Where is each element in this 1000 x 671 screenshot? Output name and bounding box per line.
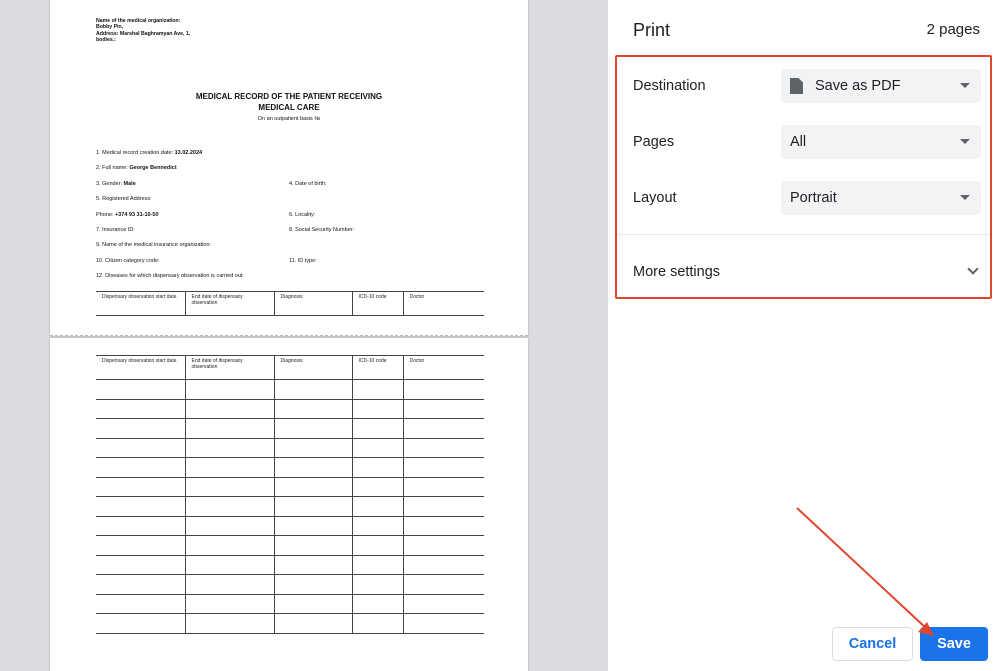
- table-cell: [96, 555, 185, 575]
- table-cell: [352, 575, 403, 595]
- table-cell: [403, 399, 484, 419]
- organization-block: [96, 18, 190, 43]
- table-cell: [185, 438, 274, 458]
- table-cell: [185, 614, 274, 634]
- document-subtitle: On an outpatient basis №: [257, 116, 321, 122]
- dispensary-table-page2: [96, 355, 484, 634]
- field-label: 1. Medical record creation date:: [96, 150, 174, 156]
- table-cell: [274, 594, 352, 614]
- table-header-icd10: ICD-10 code: [352, 292, 403, 316]
- chevron-down-icon: [967, 263, 978, 274]
- table-cell: [185, 555, 274, 575]
- field-citizen-category: 10. Citizen category code:: [96, 258, 160, 264]
- table-cell: [96, 458, 185, 478]
- table-cell: [352, 399, 403, 419]
- layout-select[interactable]: [781, 181, 981, 215]
- preview-page-2: [50, 338, 528, 671]
- table-cell: [274, 536, 352, 556]
- table-header-diagnosis: Diagnosis: [274, 292, 352, 316]
- field-full-name: [96, 165, 177, 171]
- field-gender: [96, 181, 136, 187]
- table-cell: [185, 594, 274, 614]
- table-cell: [403, 380, 484, 400]
- table-row: [96, 380, 484, 400]
- field-id-type: 11. ID type:: [289, 258, 317, 264]
- table-cell: [274, 555, 352, 575]
- section-divider: [615, 234, 991, 235]
- table-row: [96, 477, 484, 497]
- table-cell: [352, 555, 403, 575]
- table-cell: [185, 536, 274, 556]
- table-cell: [96, 477, 185, 497]
- table-row: [96, 419, 484, 439]
- table-row: [96, 614, 484, 634]
- table-cell: [96, 575, 185, 595]
- table-cell: [274, 497, 352, 517]
- dispensary-table-page1: [96, 291, 484, 316]
- save-button[interactable]: Save: [920, 627, 988, 661]
- table-row: [96, 516, 484, 536]
- table-cell: [96, 497, 185, 517]
- table-cell: [274, 438, 352, 458]
- table-row: [96, 575, 484, 595]
- table-cell: [96, 419, 185, 439]
- table-cell: [185, 380, 274, 400]
- field-date-of-birth: 4. Date of birth:: [289, 181, 327, 187]
- page-break-line: [50, 335, 528, 336]
- table-cell: [403, 419, 484, 439]
- print-title: Print: [633, 20, 671, 40]
- document-title-line1: MEDICAL RECORD OF THE PATIENT RECEIVING: [195, 92, 383, 101]
- table-cell: [96, 399, 185, 419]
- table-row: [96, 594, 484, 614]
- table-cell: [96, 516, 185, 536]
- table-cell: [274, 614, 352, 634]
- table-cell: [403, 614, 484, 634]
- table-cell: [274, 516, 352, 536]
- destination-label: Destination: [633, 78, 706, 94]
- pages-label: Pages: [633, 134, 675, 150]
- table-cell: [274, 458, 352, 478]
- dropdown-caret-icon: [960, 195, 970, 200]
- destination-select[interactable]: [781, 69, 981, 103]
- pages-select[interactable]: [781, 125, 981, 159]
- table-cell: [96, 438, 185, 458]
- table-cell: [274, 380, 352, 400]
- document-icon: [790, 78, 803, 94]
- table-header-end-date: End date of dispensary observation: [185, 292, 274, 316]
- table-header-row: [96, 356, 484, 380]
- org-name-label: Name of the medical organization:: [96, 18, 181, 24]
- field-insurance-id: 7. Insurance ID:: [96, 227, 135, 233]
- field-registered-address: 5. Registered Address:: [96, 196, 152, 202]
- table-cell: [96, 594, 185, 614]
- table-cell: [96, 614, 185, 634]
- print-settings-panel: [608, 0, 1000, 671]
- preview-page-1: [50, 0, 528, 336]
- table-cell: [403, 516, 484, 536]
- org-address-line1: Address: Marshal Baghramyan Ave, 1,: [96, 30, 191, 37]
- cancel-button[interactable]: Cancel: [832, 627, 913, 661]
- table-cell: [96, 536, 185, 556]
- table-cell: [185, 399, 274, 419]
- field-label: 3. Gender:: [96, 181, 122, 187]
- table-cell: [274, 419, 352, 439]
- field-value: 13.02.2024: [174, 150, 203, 156]
- table-cell: [96, 380, 185, 400]
- table-cell: [185, 458, 274, 478]
- table-cell: [185, 497, 274, 517]
- document-title-line2: MEDICAL CARE: [258, 103, 320, 112]
- table-header-end-date: End date of dispensary observation: [185, 356, 274, 380]
- table-cell: [352, 536, 403, 556]
- table-row: [96, 536, 484, 556]
- table-cell: [352, 594, 403, 614]
- table-header-start-date: Dispensary observation start date: [96, 292, 185, 316]
- field-social-security: 8. Social Security Number:: [289, 227, 355, 233]
- table-row: [96, 458, 484, 478]
- destination-value: Save as PDF: [815, 78, 901, 94]
- org-address-line2: bodies.:: [96, 36, 116, 43]
- table-cell: [403, 555, 484, 575]
- pages-value: All: [790, 134, 807, 150]
- layout-label: Layout: [633, 190, 677, 206]
- field-diseases: 12. Diseases for which dispensary observation is carried out:: [96, 273, 244, 279]
- table-cell: [403, 575, 484, 595]
- field-creation-date: [96, 150, 202, 156]
- table-cell: [352, 497, 403, 517]
- table-cell: [185, 419, 274, 439]
- table-cell: [185, 516, 274, 536]
- field-locality: 6. Locality:: [289, 212, 316, 218]
- table-header-row: [96, 292, 484, 316]
- field-insurance-org: 9. Name of the medical insurance organization:: [96, 242, 211, 248]
- more-settings-label: More settings: [633, 264, 721, 280]
- table-cell: [403, 594, 484, 614]
- dropdown-caret-icon: [960, 139, 970, 144]
- layout-value: Portrait: [790, 190, 837, 206]
- table-row: [96, 555, 484, 575]
- dropdown-caret-icon: [960, 83, 970, 88]
- table-cell: [352, 614, 403, 634]
- table-row: [96, 399, 484, 419]
- table-cell: [403, 438, 484, 458]
- table-cell: [185, 477, 274, 497]
- field-label: Phone:: [96, 212, 114, 218]
- table-cell: [274, 477, 352, 497]
- table-cell: [403, 536, 484, 556]
- table-cell: [403, 477, 484, 497]
- table-header-start-date: Dispensary observation start date: [96, 356, 185, 380]
- table-row: [96, 438, 484, 458]
- table-cell: [403, 497, 484, 517]
- table-cell: [352, 438, 403, 458]
- table-cell: [352, 458, 403, 478]
- field-label: 2. Full name:: [96, 165, 128, 171]
- table-cell: [352, 516, 403, 536]
- table-cell: [185, 575, 274, 595]
- table-cell: [352, 419, 403, 439]
- field-value: +374 93 31-10-50: [114, 212, 159, 218]
- field-value: Male: [123, 181, 136, 187]
- table-cell: [274, 399, 352, 419]
- org-name: Bobby Pin,: [96, 24, 124, 31]
- field-phone: [96, 212, 159, 218]
- table-cell: [352, 380, 403, 400]
- field-value: George Bennedict: [129, 165, 177, 171]
- more-settings-toggle[interactable]: [615, 254, 991, 290]
- table-row: [96, 497, 484, 517]
- table-cell: [403, 458, 484, 478]
- table-cell: [274, 575, 352, 595]
- table-header-doctor: Doctor: [403, 292, 484, 316]
- table-cell: [352, 477, 403, 497]
- page-count: 2 pages: [926, 21, 980, 38]
- table-header-doctor: Doctor: [403, 356, 484, 380]
- table-header-diagnosis: Diagnosis: [274, 356, 352, 380]
- table-header-icd10: ICD-10 code: [352, 356, 403, 380]
